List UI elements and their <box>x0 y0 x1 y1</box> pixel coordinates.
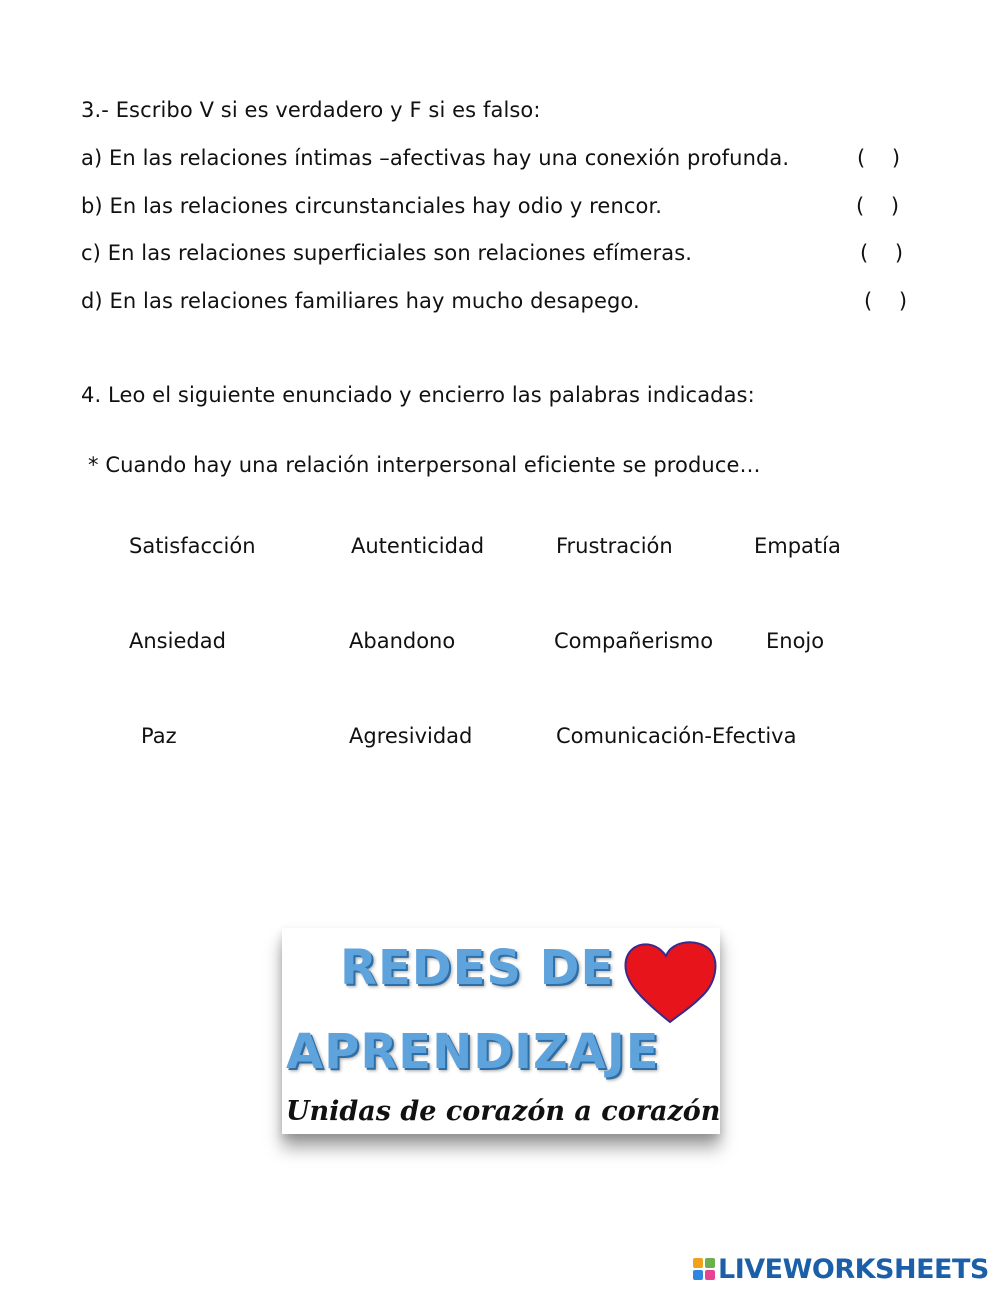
section3-title: 3.- Escribo V si es verdadero y F si es falso: <box>81 98 541 122</box>
statement-c: c) En las relaciones superficiales son relaciones efímeras. <box>81 241 693 265</box>
word-ansiedad[interactable]: Ansiedad <box>129 629 226 653</box>
statement-a: a) En las relaciones íntimas –afectivas hay una conexión profunda. <box>81 146 790 170</box>
answer-box-d[interactable]: ( ) <box>864 289 908 313</box>
word-abandono[interactable]: Abandono <box>349 629 456 653</box>
logo-line1: REDES DE <box>340 940 615 996</box>
liveworksheets-wordmark: LIVEWORKSHEETS <box>718 1253 989 1285</box>
section4-prompt: * Cuando hay una relación interpersonal eficiente se produce… <box>88 453 761 477</box>
heart-icon <box>620 936 720 1026</box>
word-companerismo[interactable]: Compañerismo <box>554 629 714 653</box>
logo-tagline: Unidas de corazón a corazón <box>286 1096 721 1127</box>
statement-b: b) En las relaciones circunstanciales hay odio y rencor. <box>81 194 663 218</box>
word-comunicacion-efectiva[interactable]: Comunicación-Efectiva <box>556 724 797 748</box>
logo-line2: APRENDIZAJE <box>286 1024 660 1080</box>
word-agresividad[interactable]: Agresividad <box>349 724 473 748</box>
word-frustracion[interactable]: Frustración <box>556 534 673 558</box>
word-satisfaccion[interactable]: Satisfacción <box>129 534 256 558</box>
liveworksheets-logo-icon <box>693 1258 715 1280</box>
section4-title: 4. Leo el siguiente enunciado y encierro las palabras indicadas: <box>81 383 755 407</box>
word-empatia[interactable]: Empatía <box>754 534 841 558</box>
word-paz[interactable]: Paz <box>141 724 177 748</box>
answer-box-b[interactable]: ( ) <box>856 194 900 218</box>
word-autenticidad[interactable]: Autenticidad <box>351 534 485 558</box>
word-enojo[interactable]: Enojo <box>766 629 825 653</box>
redes-de-aprendizaje-logo <box>282 928 720 1134</box>
answer-box-c[interactable]: ( ) <box>860 241 904 265</box>
answer-box-a[interactable]: ( ) <box>857 146 901 170</box>
statement-d: d) En las relaciones familiares hay mucho desapego. <box>81 289 640 313</box>
liveworksheets-brand <box>693 1253 989 1285</box>
